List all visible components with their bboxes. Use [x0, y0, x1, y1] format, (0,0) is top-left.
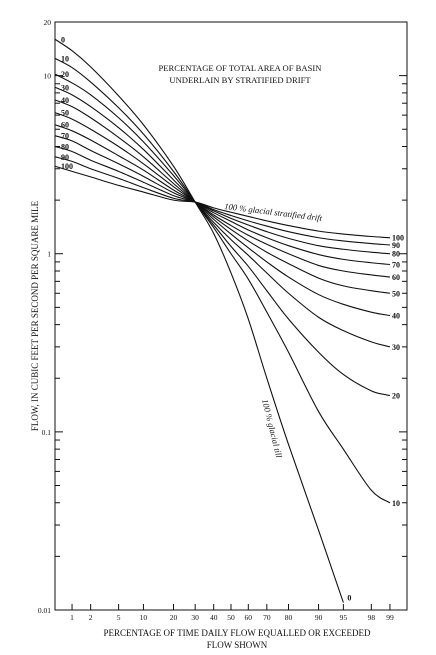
curve-20 — [55, 74, 390, 395]
annotation-glacial-till: 100 % glacial till — [260, 398, 285, 459]
curve-label-right-70: 70 — [391, 260, 400, 270]
plot-frame — [55, 22, 407, 610]
curve-label-right-90: 90 — [391, 240, 400, 250]
curve-label-left-70: 70 — [61, 131, 69, 141]
curve-label-right-10: 10 — [391, 498, 400, 508]
curve-label-left-20: 20 — [61, 70, 69, 80]
curve-50 — [55, 113, 390, 294]
x-tick-label: 60 — [244, 613, 253, 622]
curves-layer — [55, 39, 390, 602]
x-tick-label: 80 — [284, 613, 293, 622]
y-tick-label: 0.1 — [41, 427, 51, 437]
curve-label-right-60: 60 — [391, 273, 400, 283]
curve-10 — [55, 58, 390, 502]
annotation-stratified-drift: 100 % glacial stratified drift — [223, 201, 323, 223]
curve-label-left-50: 50 — [61, 108, 69, 118]
curve-label-right-40: 40 — [391, 311, 400, 321]
x-tick-label: 70 — [263, 613, 271, 622]
x-tick-label: 2 — [88, 613, 93, 622]
curve-labels-layer — [61, 35, 404, 602]
curve-60 — [55, 125, 390, 277]
curve-label-left-90: 90 — [61, 152, 69, 162]
chart-title: PERCENTAGE OF TOTAL AREA OF BASIN — [158, 63, 322, 73]
curve-label-left-60: 60 — [61, 120, 69, 130]
y-tick-label: 0.01 — [37, 606, 51, 615]
curve-label-right-50: 50 — [391, 289, 400, 299]
x-tick-label: 40 — [209, 613, 218, 622]
curve-label-left-100: 100 — [61, 162, 73, 172]
x-tick-label: 5 — [116, 613, 121, 622]
curve-label-left-40: 40 — [61, 95, 69, 105]
x-tick-label: 30 — [191, 613, 199, 622]
x-tick-label: 20 — [169, 613, 178, 622]
x-tick-label: 95 — [339, 613, 348, 622]
x-axis-label-line1: PERCENTAGE OF TIME DAILY FLOW EQUALLED OR EXCEEDED — [103, 628, 371, 638]
y-tick-label: 20 — [43, 18, 51, 27]
curve-80 — [55, 147, 390, 254]
x-tick-label: 99 — [386, 613, 394, 622]
curve-label-right-80: 80 — [391, 249, 400, 259]
x-tick-label: 10 — [139, 613, 148, 622]
curve-label-right-100: 100 — [391, 233, 404, 243]
curve-40 — [55, 100, 390, 316]
x-tick-label: 90 — [314, 613, 323, 622]
curve-label-left-30: 30 — [61, 83, 69, 93]
curve-label-left-10: 10 — [61, 54, 69, 64]
x-tick-label: 1 — [70, 613, 74, 622]
curve-70 — [55, 136, 390, 265]
x-axis-label-line2: FLOW SHOWN — [206, 640, 268, 650]
curve-0 — [55, 39, 343, 602]
y-tick-label: 1 — [47, 249, 51, 259]
curve-label-left-80: 80 — [61, 142, 69, 152]
x-tick-label: 50 — [227, 613, 235, 622]
y-axis-label: FLOW, IN CUBIC FEET PER SECOND PER SQUARE MILE — [30, 200, 40, 432]
curve-label-left-0: 0 — [61, 35, 65, 45]
chart-subtitle: UNDERLAIN BY STRATIFIED DRIFT — [169, 75, 311, 85]
y-tick-label: 10 — [43, 71, 51, 81]
x-tick-label: 98 — [367, 613, 376, 622]
curve-label-right-0: 0 — [347, 593, 352, 603]
curve-label-right-30: 30 — [391, 342, 400, 352]
curve-label-right-20: 20 — [391, 391, 400, 401]
